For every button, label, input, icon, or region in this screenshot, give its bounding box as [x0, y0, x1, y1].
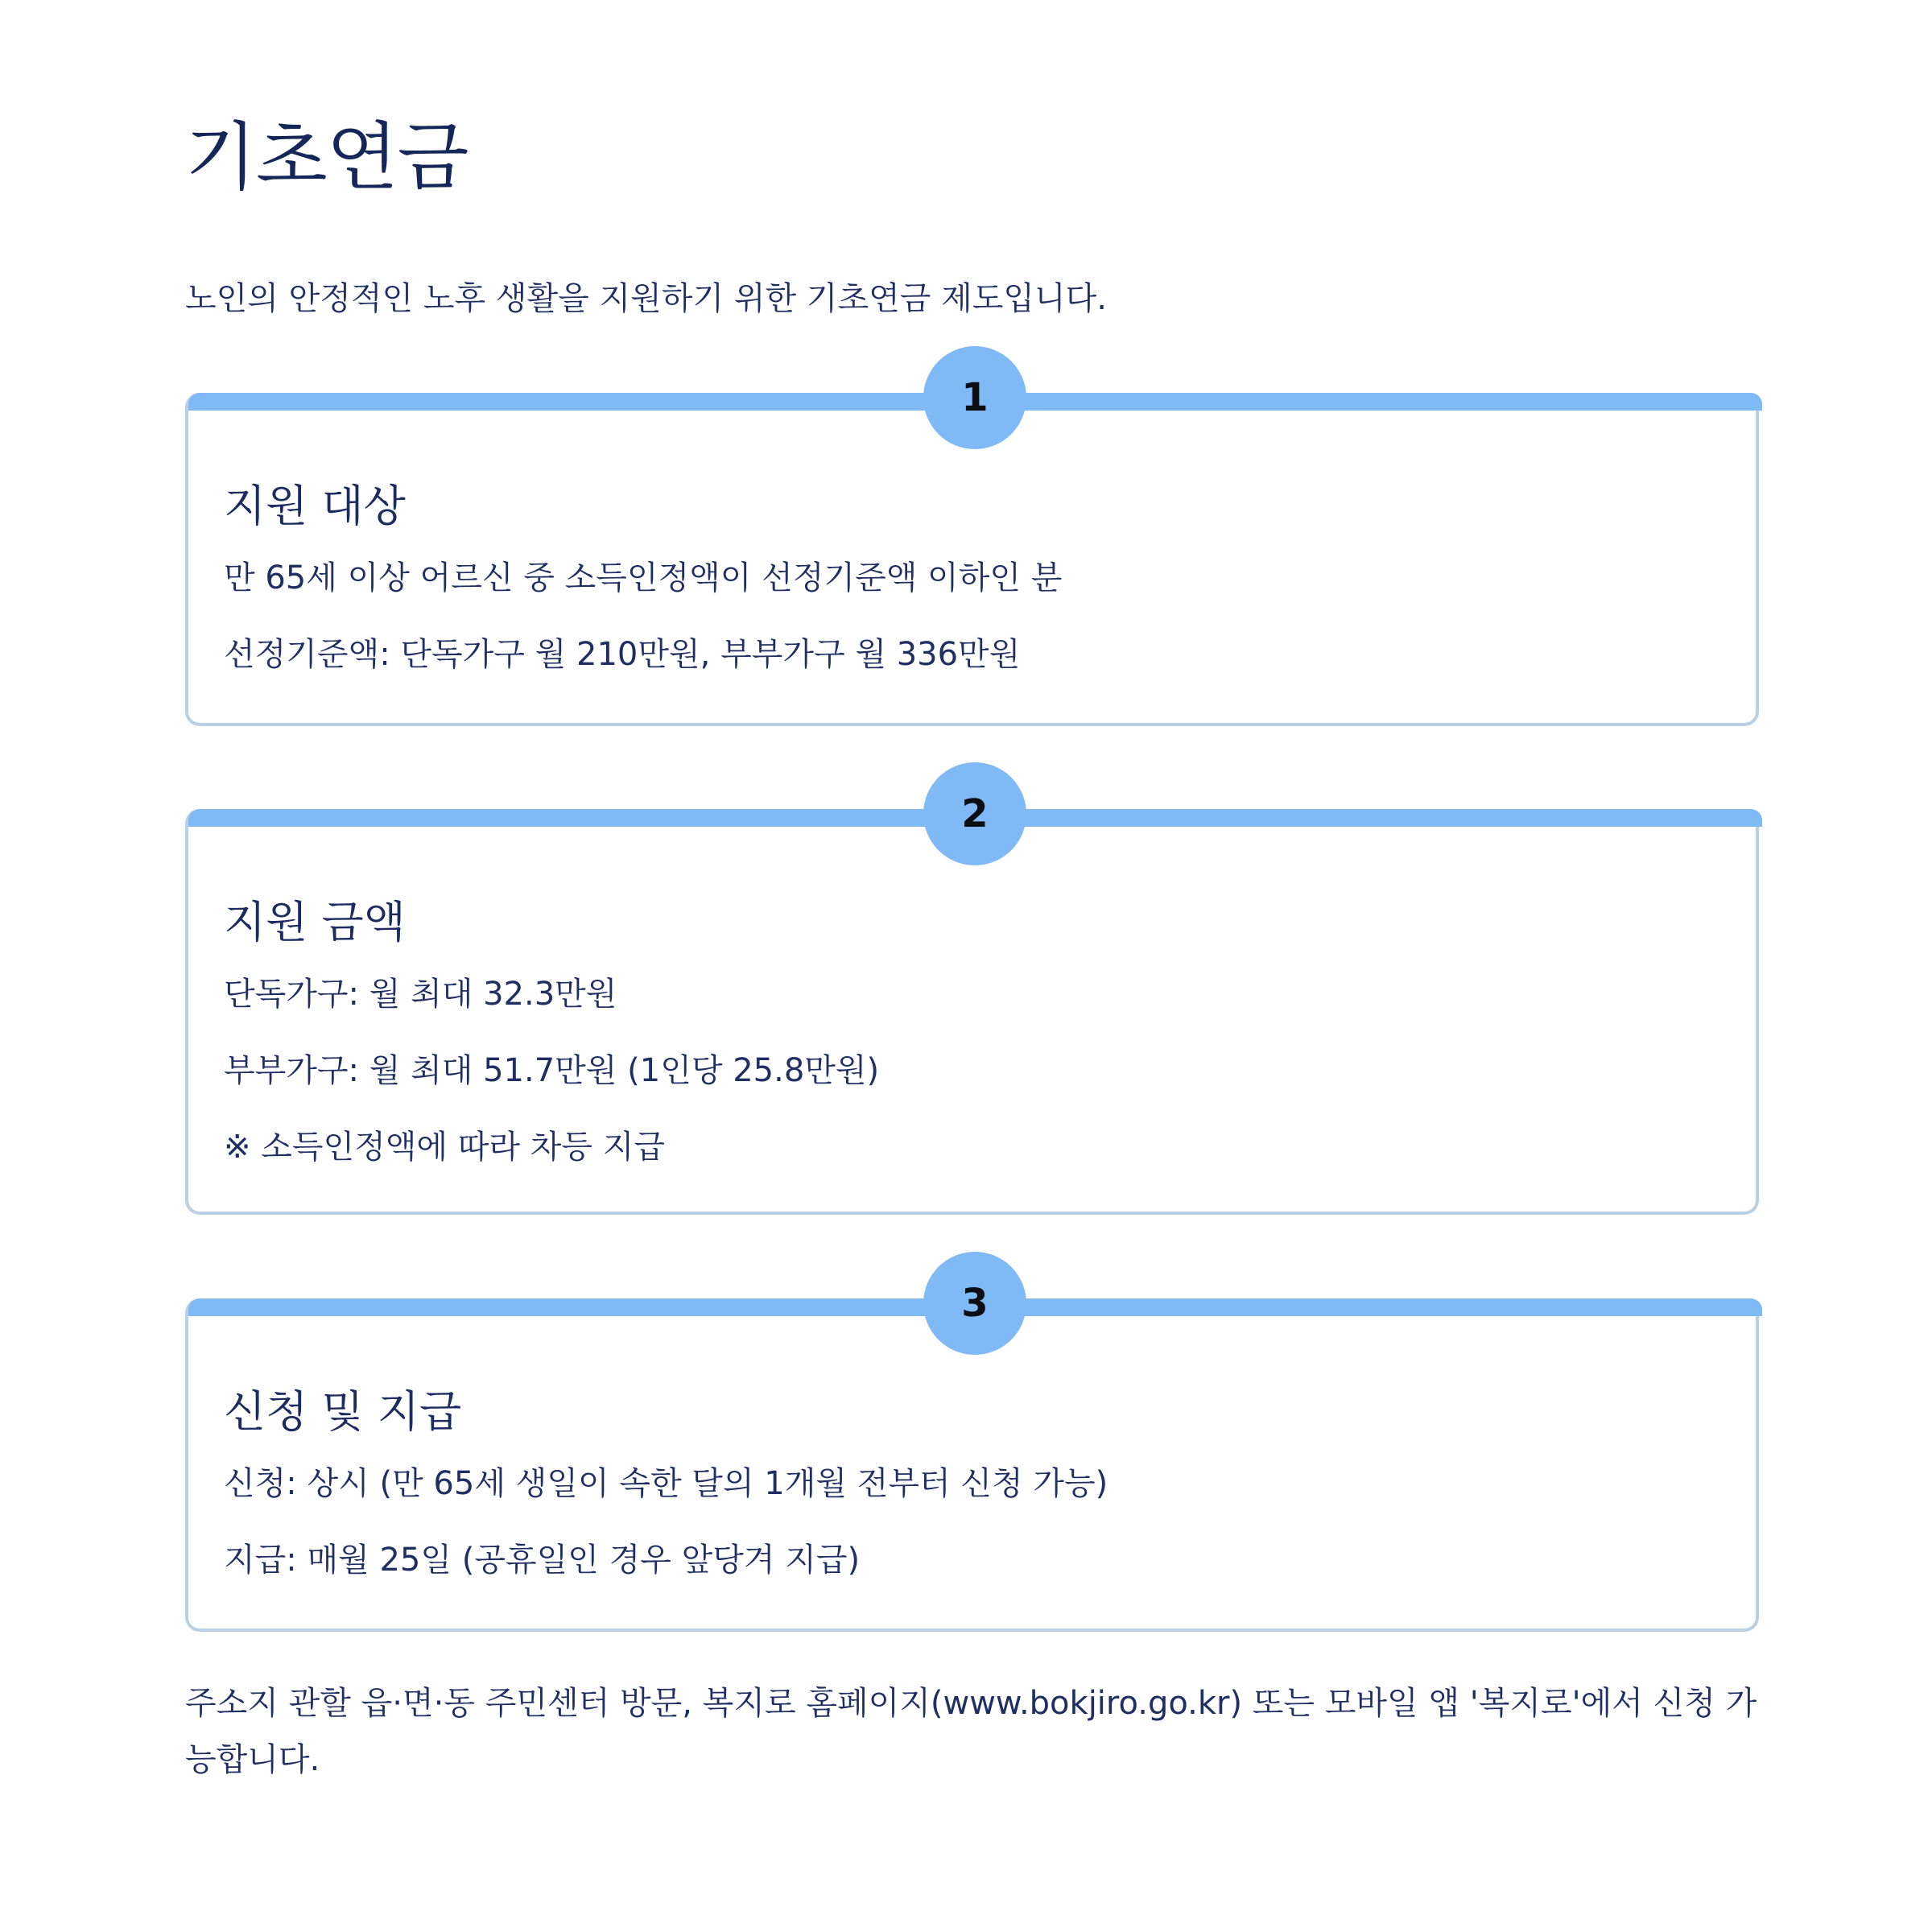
section-heading: 신청 및 지급: [224, 1386, 462, 1437]
step-number-badge: 1: [923, 346, 1026, 449]
section-card-body: [185, 1281, 1759, 1632]
section-card-application: [185, 1281, 1759, 1632]
section-line: ※ 소득인정액에 따라 차등 지급: [224, 1129, 666, 1166]
intro-text: 노인의 안정적인 노후 생활을 지원하기 위한 기초연금 제도입니다.: [185, 280, 1107, 317]
section-line: 부부가구: 월 최대 51.7만원 (1인당 25.8만원): [224, 1052, 880, 1089]
section-line: 지급: 매월 25일 (공휴일인 경우 앞당겨 지급): [224, 1542, 861, 1579]
section-card-eligibility: [185, 375, 1759, 726]
step-number-badge: 2: [923, 762, 1026, 865]
section-line: 신청: 상시 (만 65세 생일이 속한 달의 1개월 전부터 신청 가능): [224, 1465, 1108, 1502]
section-line: 단독가구: 월 최대 32.3만원: [224, 976, 617, 1013]
section-line: 만 65세 이상 어르신 중 소득인정액이 선정기준액 이하인 분: [224, 559, 1063, 597]
section-card-body: [185, 791, 1759, 1215]
page-title: 기초연금: [185, 114, 469, 200]
section-card-amount: [185, 791, 1759, 1215]
section-heading: 지원 금액: [224, 897, 406, 947]
page-container: [185, 114, 1759, 1788]
footer-note: 주소지 관할 읍·면·동 주민센터 방문, 복지로 홈페이지(www.bokjiro.go.kr) 또는 모바일 앱 '복지로'에서 신청 가능합니다.: [185, 1685, 1757, 1778]
step-number-badge: 3: [923, 1252, 1026, 1355]
section-heading: 지원 대상: [224, 481, 406, 531]
section-line: 선정기준액: 단독가구 월 210만원, 부부가구 월 336만원: [224, 636, 1021, 673]
section-card-body: [185, 375, 1759, 726]
